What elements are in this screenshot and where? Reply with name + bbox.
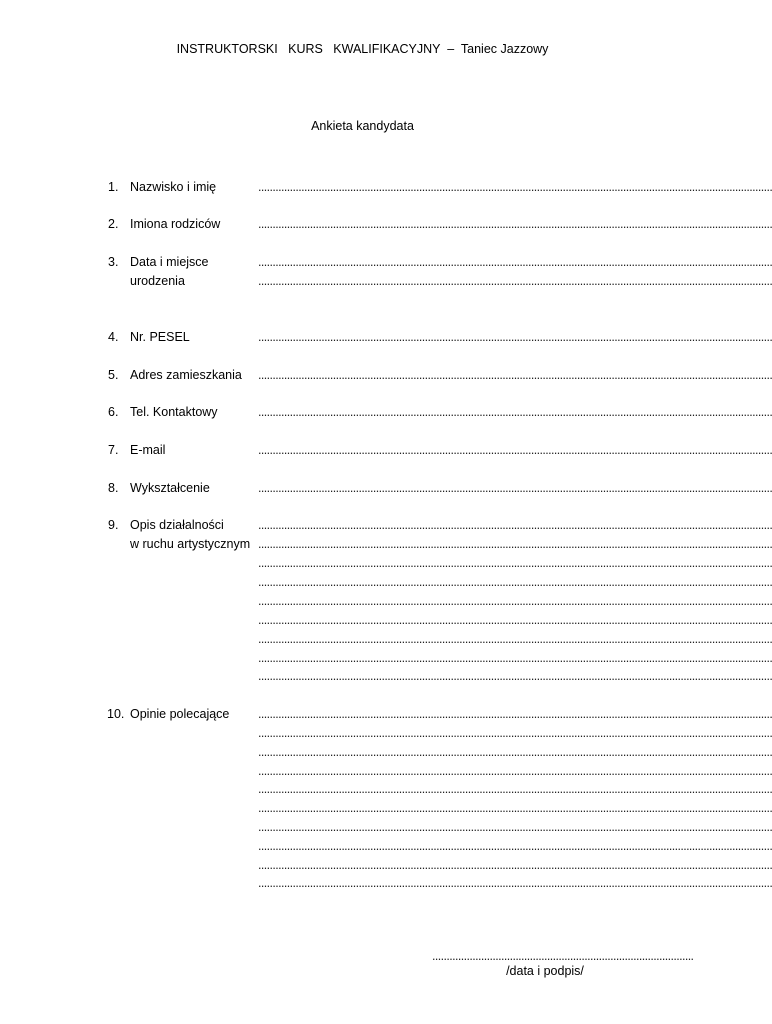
item-label-continued: w ruchu artystycznym	[130, 537, 251, 551]
answer-line[interactable]: ...................................................................................................................................................................................	[258, 255, 772, 269]
answer-line[interactable]: ...................................................................................................................................................................................	[258, 330, 772, 344]
item-number: 5.	[108, 368, 119, 382]
item-number: 3.	[108, 255, 119, 269]
item-label: Wykształcenie	[130, 481, 210, 495]
answer-line[interactable]: ...................................................................................................................................................................................	[258, 801, 772, 815]
answer-line[interactable]: ...................................................................................................................................................................................	[258, 839, 772, 853]
signature-line[interactable]: ...........................................................................................	[432, 949, 694, 963]
answer-line[interactable]: ...................................................................................................................................................................................	[258, 726, 772, 740]
answer-line[interactable]: ...................................................................................................................................................................................	[258, 820, 772, 834]
item-label: Data i miejsce	[130, 255, 209, 269]
answer-line[interactable]: ...................................................................................................................................................................................	[258, 443, 772, 457]
answer-line[interactable]: ...................................................................................................................................................................................	[258, 575, 772, 589]
item-number: 10.	[107, 707, 125, 721]
answer-line[interactable]: ...................................................................................................................................................................................	[258, 613, 772, 627]
item-number: 8.	[108, 481, 119, 495]
answer-line[interactable]: ...................................................................................................................................................................................	[258, 518, 772, 532]
item-number: 9.	[108, 518, 119, 532]
item-number: 7.	[108, 443, 119, 457]
item-number: 6.	[108, 405, 119, 419]
answer-line[interactable]: ...................................................................................................................................................................................	[258, 556, 772, 570]
answer-line[interactable]: ...................................................................................................................................................................................	[258, 632, 772, 646]
item-number: 4.	[108, 330, 119, 344]
item-label: Imiona rodziców	[130, 217, 221, 231]
answer-line[interactable]: ...................................................................................................................................................................................	[258, 858, 772, 872]
answer-line[interactable]: ...................................................................................................................................................................................	[258, 405, 772, 419]
form-title: Ankieta kandydata	[311, 119, 414, 133]
answer-line[interactable]: ...................................................................................................................................................................................	[258, 368, 772, 382]
answer-line[interactable]: ...................................................................................................................................................................................	[258, 745, 772, 759]
item-label: Opinie polecające	[130, 707, 230, 721]
signature-label: /data i podpis/	[506, 964, 584, 978]
item-label: Opis działalności	[130, 518, 224, 532]
item-label: E-mail	[130, 443, 166, 457]
answer-line[interactable]: ...................................................................................................................................................................................	[258, 782, 772, 796]
answer-line[interactable]: ...................................................................................................................................................................................	[258, 876, 772, 890]
item-label: Nr. PESEL	[130, 330, 190, 344]
item-label: Adres zamieszkania	[130, 368, 242, 382]
item-number: 1.	[108, 180, 119, 194]
item-label-continued: urodzenia	[130, 274, 185, 288]
answer-line[interactable]: ...................................................................................................................................................................................	[258, 651, 772, 665]
answer-line[interactable]: ...................................................................................................................................................................................	[258, 481, 772, 495]
item-number: 2.	[108, 217, 119, 231]
answer-line[interactable]: ...................................................................................................................................................................................	[258, 764, 772, 778]
answer-line[interactable]: ...................................................................................................................................................................................	[258, 217, 772, 231]
answer-line[interactable]: ...................................................................................................................................................................................	[258, 669, 772, 683]
answer-line[interactable]: ...................................................................................................................................................................................	[258, 707, 772, 721]
item-label: Tel. Kontaktowy	[130, 405, 218, 419]
item-label: Nazwisko i imię	[130, 180, 217, 194]
answer-line[interactable]: ...................................................................................................................................................................................	[258, 180, 772, 194]
answer-line[interactable]: ...................................................................................................................................................................................	[258, 594, 772, 608]
answer-line[interactable]: ...................................................................................................................................................................................	[258, 274, 772, 288]
answer-line[interactable]: ...................................................................................................................................................................................	[258, 537, 772, 551]
course-header: INSTRUKTORSKI KURS KWALIFIKACYJNY – Taniec Jazzowy	[176, 42, 549, 56]
